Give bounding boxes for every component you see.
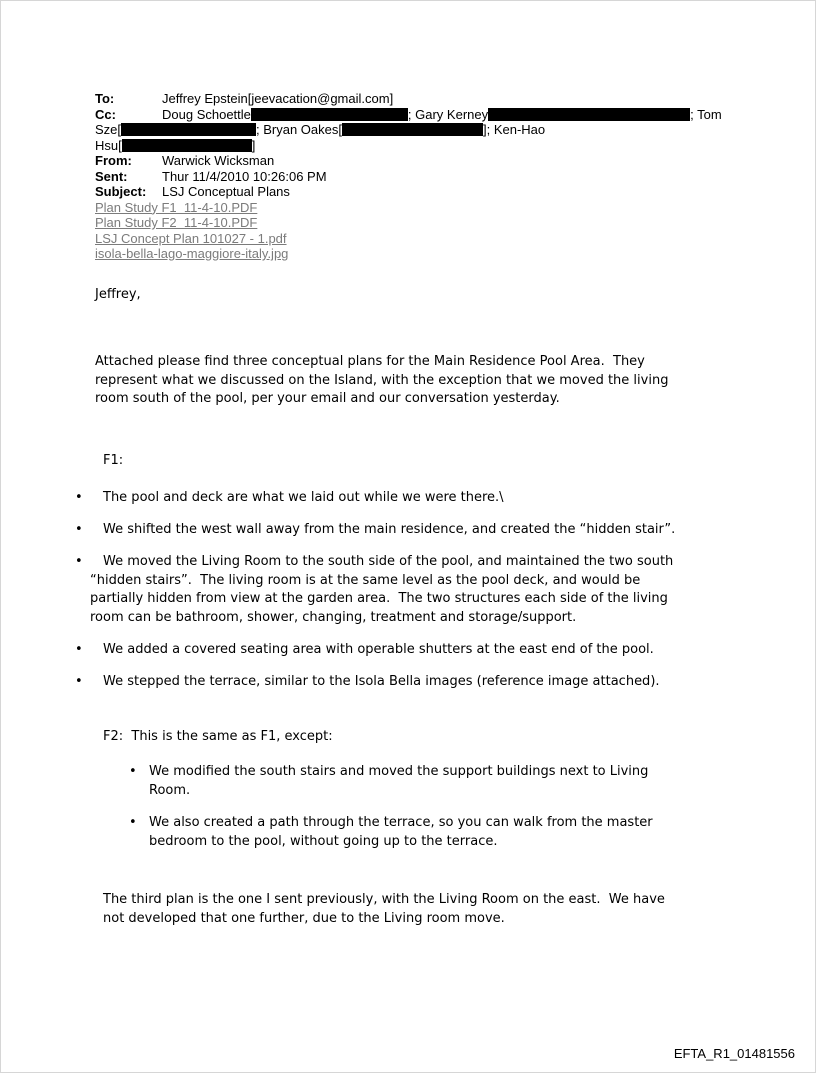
- attachment-row: [95, 200, 745, 216]
- cc-value: ]; Ken-Hao: [483, 122, 546, 137]
- cc-value: Hsu[: [95, 137, 122, 153]
- bullet-text: We stepped the terrace, similar to the Isola Bella images (reference image attached).: [103, 674, 660, 689]
- bullet-text: bedroom to the pool, without going up to the terrace.: [149, 833, 498, 849]
- paragraph-line: The third plan is the one I sent previously, with the Living Room on the east. We have: [103, 892, 665, 907]
- bullet-text: partially hidden from view at the garden area. The two structures each side of the living: [90, 591, 668, 607]
- cc-value: Sze[: [95, 122, 122, 137]
- sub-bullet-item: [149, 763, 648, 800]
- bullet-text: We also created a path through the terrace, so you can walk from the master: [149, 815, 653, 830]
- f2-heading-text: F2: This is the same as F1, except:: [103, 729, 333, 744]
- header-row-subject: [95, 184, 745, 200]
- sent-label: Sent:: [95, 168, 128, 184]
- paragraph-line: room south of the pool, per your email and our conversation yesterday.: [95, 391, 560, 407]
- redaction-bar: [342, 123, 483, 136]
- attachment-link-3[interactable]: LSJ Concept Plan 101027 - 1.pdf: [95, 230, 287, 246]
- f1-heading: [103, 452, 123, 471]
- paragraph-closing: [103, 891, 665, 928]
- bullet-icon: [75, 489, 83, 508]
- bullet-text: room can be bathroom, shower, changing, treatment and storage/support.: [90, 610, 577, 626]
- attachment-row: [95, 231, 745, 247]
- bullet-text: “hidden stairs”. The living room is at the same level as the pool deck, and would be: [90, 572, 641, 588]
- redaction-bar: [251, 108, 408, 121]
- f2-heading: [103, 728, 333, 747]
- cc-value: ]: [251, 137, 256, 153]
- subject-label: Subject:: [95, 184, 147, 199]
- bullet-icon: [75, 641, 83, 660]
- paragraph-line: Attached please find three conceptual plans for the Main Residence Pool Area. They: [95, 354, 645, 369]
- subject-value: LSJ Conceptual Plans: [162, 184, 290, 199]
- header-row-from: [95, 153, 745, 169]
- bullet-item: [90, 521, 675, 540]
- bullet-text: We moved the Living Room to the south side of the pool, and maintained the two south: [103, 554, 674, 569]
- bullet-item: [90, 489, 504, 508]
- attachment-link-2[interactable]: Plan Study F2 11-4-10.PDF: [95, 215, 258, 230]
- f1-heading-text: F1:: [103, 453, 124, 468]
- from-value: Warwick Wicksman: [162, 153, 275, 168]
- bullet-icon: [129, 814, 137, 833]
- sent-value: Thur 11/4/2010 10:26:06 PM: [162, 168, 327, 184]
- attachment-link-1[interactable]: Plan Study F1 11-4-10.PDF: [95, 199, 258, 215]
- bullet-icon: [129, 763, 137, 782]
- redaction-bar: [121, 123, 256, 136]
- bates-number: EFTA_R1_01481556: [673, 1046, 795, 1061]
- header-row-cc-wrap: [95, 122, 745, 138]
- bullet-icon: [75, 521, 83, 540]
- salutation-text: Jeffrey,: [95, 287, 141, 302]
- bullet-item: [90, 553, 673, 628]
- cc-value: ; Bryan Oakes[: [256, 122, 342, 137]
- bullet-text: We added a covered seating area with operable shutters at the east end of the pool.: [103, 642, 654, 657]
- bullet-icon: [75, 673, 83, 692]
- salutation: [95, 286, 141, 305]
- header-row-cc-wrap: [95, 138, 745, 154]
- attachment-row: [95, 215, 745, 231]
- redaction-bar: [488, 108, 690, 121]
- bullet-item: [90, 641, 654, 660]
- bullet-icon: [75, 553, 83, 572]
- bullet-text: The pool and deck are what we laid out while we were there.\: [103, 490, 504, 505]
- redaction-bar: [122, 139, 252, 152]
- bullet-text: We shifted the west wall away from the main residence, and created the “hidden stair”.: [103, 522, 676, 537]
- cc-value: Doug Schoettle: [162, 106, 251, 122]
- paragraph-line: represent what we discussed on the Island, with the exception that we moved the living: [95, 372, 669, 388]
- header-row-cc: [95, 107, 745, 123]
- bullet-item: [90, 673, 660, 692]
- header-row-sent: [95, 169, 745, 185]
- from-label: From:: [95, 153, 132, 168]
- cc-value: ; Gary Kerney: [407, 106, 489, 122]
- to-value: Jeffrey Epstein[jeevacation@gmail.com]: [162, 91, 394, 106]
- paragraph-intro: [95, 353, 668, 409]
- email-header: [95, 91, 745, 262]
- header-row-to: [95, 91, 745, 107]
- cc-label: Cc:: [95, 106, 116, 122]
- bullet-text: Room.: [149, 782, 191, 798]
- cc-value: ; Tom: [690, 106, 722, 122]
- attachment-row: [95, 246, 745, 262]
- to-label: To:: [95, 91, 115, 106]
- attachment-link-4[interactable]: isola-bella-lago-maggiore-italy.jpg: [95, 246, 289, 261]
- sub-bullet-item: [149, 814, 653, 851]
- bullet-text: We modified the south stairs and moved the support buildings next to Living: [149, 764, 649, 779]
- paragraph-line: not developed that one further, due to the Living room move.: [103, 910, 505, 926]
